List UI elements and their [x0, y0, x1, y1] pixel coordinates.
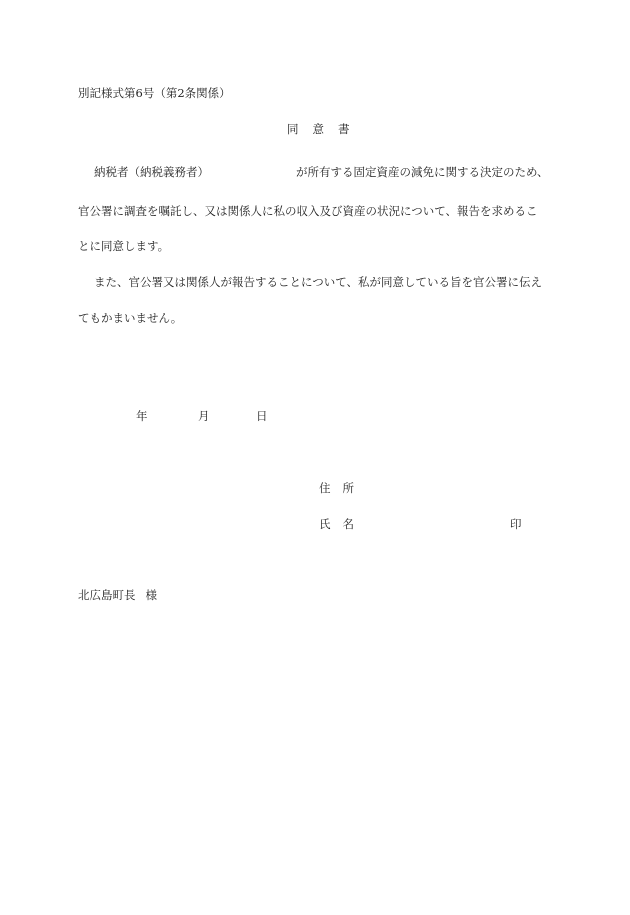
addressee-name: 北広島町長: [78, 588, 136, 602]
title-char: 意: [312, 122, 324, 136]
paragraph1-line1-end: が所有する固定資産の減免に関する決定のため、: [296, 165, 549, 179]
document-title: [287, 121, 350, 137]
form-number: 別記様式第6号（第2条関係）: [78, 86, 231, 100]
paragraph2-line1: また、官公署又は関係人が報告することについて、私が同意している旨を官公署に伝え: [94, 275, 543, 289]
name-label: [319, 516, 354, 532]
name-char: 名: [342, 517, 354, 531]
paragraph1-line3: とに同意します。: [78, 239, 170, 253]
address-label: [319, 480, 354, 496]
paragraph1-line2: 官公署に調査を嘱託し、又は関係人に私の収入及び資産の状況について、報告を求めるこ: [78, 204, 538, 218]
address-char: 所: [342, 481, 354, 495]
title-char: 同: [287, 122, 299, 136]
addressee: [78, 587, 157, 603]
addressee-honorific: 様: [145, 588, 157, 602]
address-char: 住: [319, 481, 331, 495]
date-year-label: 年: [136, 409, 148, 423]
paragraph2-line2: てもかまいません。: [78, 311, 183, 325]
paragraph1-line1-start: 納税者（納税義務者）: [94, 165, 209, 179]
title-char: 書: [338, 122, 350, 136]
date-day-label: 日: [256, 409, 268, 423]
date-month-label: 月: [198, 409, 210, 423]
name-char: 氏: [319, 517, 331, 531]
seal-mark: 印: [510, 517, 522, 531]
